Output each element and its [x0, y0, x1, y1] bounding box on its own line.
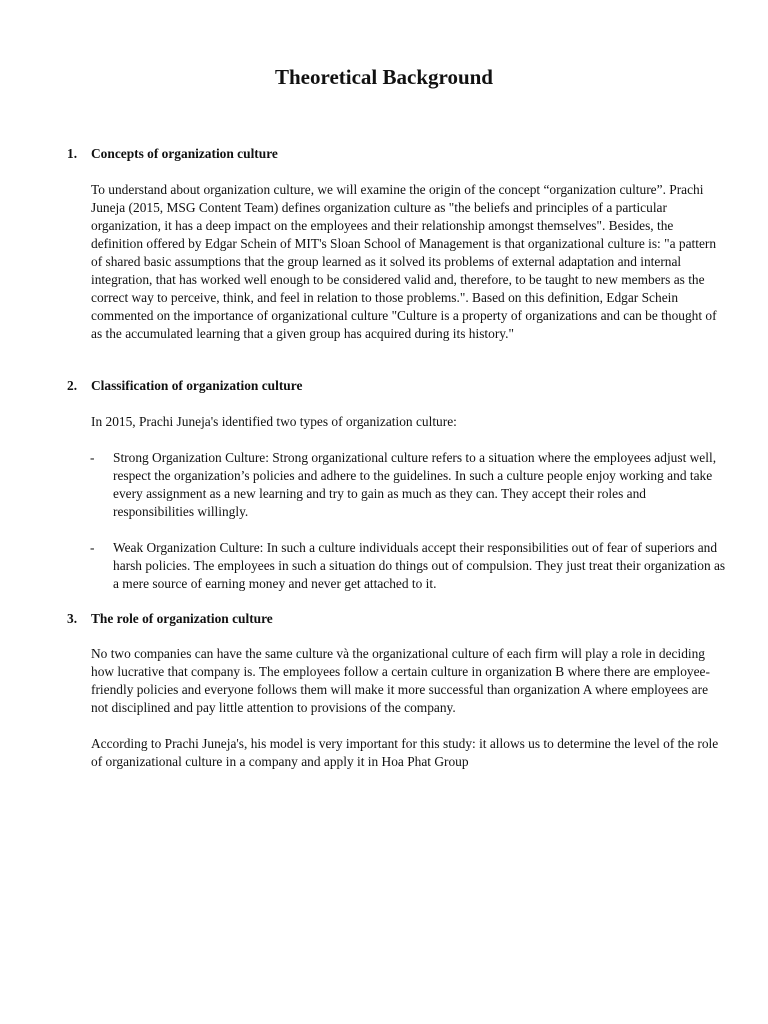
section-number-3: 3. [67, 611, 78, 626]
bullet-marker: - [90, 450, 95, 465]
bullet-text: Strong Organization Culture: Strong organizational culture refers to a situation where the employees adjust well, respect the organization’s policies and adhere to the guidelines. In such a culture people enjoy working and take every assignment as a new learning and try to gain as much as they can. They accept their roles and responsibilities willingly. [113, 450, 717, 519]
bullet-marker: - [90, 540, 95, 555]
section-heading-text-1: Concepts of organization culture [91, 146, 278, 161]
bullet-text: Weak Organization Culture: In such a culture individuals accept their responsibilities out of fear of superiors and harsh policies. The employees in such a situation do things out of compulsion. They just treat their organization as a mere source of earning money and never get attached to it. [113, 540, 726, 591]
section-2-intro: In 2015, Prachi Juneja's identified two types of organization culture: [91, 414, 457, 429]
section-3-paragraph-1: No two companies can have the same culture và the organizational culture of each firm will play a role in deciding how lucrative that company is. The employees follow a certain culture in organization B where there are employee-friendly policies and everyone follows them will make it more successful than organization A where employees are not disciplined and pay little attention to provisions of the company. [91, 646, 710, 715]
section-heading-text-2: Classification of organization culture [91, 378, 303, 393]
section-number-2: 2. [67, 378, 78, 393]
page-title: Theoretical Background [275, 65, 493, 89]
section-1-paragraph: To understand about organization culture, we will examine the origin of the concept “organization culture”. Prachi Juneja (2015, MSG Content Team) defines organization culture as "the beliefs and principles of a particular organization, it has a deep impact on the employees and their relationship amongst themselves". Besides, the definition offered by Edgar Schein of MIT's Sloan School of Management is that organizational culture is: "a pattern of shared basic assumptions that the group learned as it solved its problems of external adaptation and internal integration, that has worked well enough to be considered valid and, therefore, to be taught to new members as the correct way to perceive, think, and feel in relation to those problems.". Based on this definition, Edgar Schein commented on the importance of organizational culture "Culture is a property of organizations and can be thought of as the accumulated learning that a given group has acquired during its history." [91, 182, 717, 341]
section-heading-text-3: The role of organization culture [91, 611, 273, 626]
section-number-1: 1. [67, 146, 78, 161]
section-3-paragraph-2: According to Prachi Juneja's, his model is very important for this study: it allows us to determine the level of the role of organizational culture in a company and apply it in Hoa Phat Group [91, 736, 719, 769]
